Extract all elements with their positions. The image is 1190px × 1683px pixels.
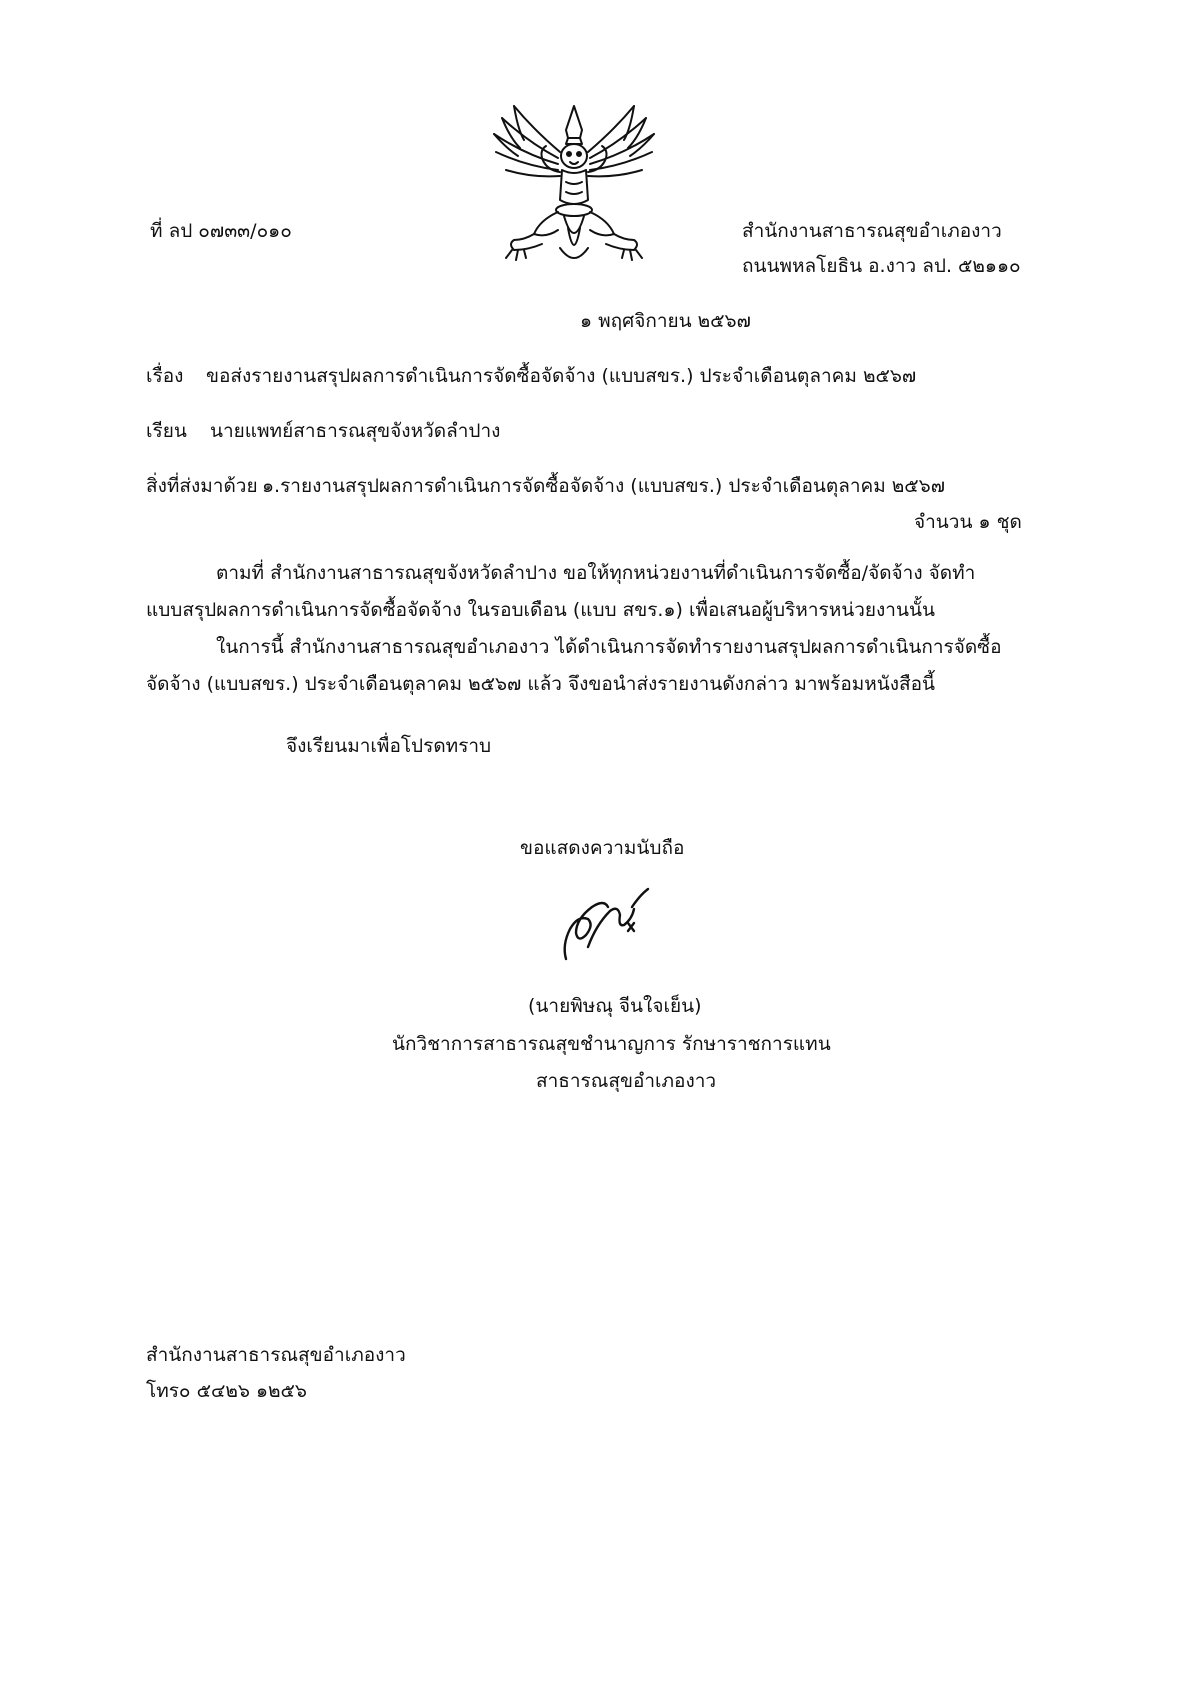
signer-position: นักวิชาการสาธารณสุขชำนาญการ รักษาราชการแทน (392, 1033, 831, 1055)
office-name: สำนักงานสาธารณสุขอำเภองาว (742, 220, 1002, 242)
letter-date: ๑ พฤศจิกายน ๒๕๖๗ (580, 310, 751, 332)
footer-office: สำนักงานสาธารณสุขอำเภองาว (146, 1344, 406, 1366)
body-line-4: จัดจ้าง (แบบสขร.) ประจำเดือนตุลาคม ๒๕๖๗ แล้ว จึงขอนำส่งรายงานดังกล่าว มาพร้อมหนังสือนี้ (146, 673, 936, 695)
signer-position-2: สาธารณสุขอำเภองาว (536, 1070, 717, 1092)
body-line-1: ตามที่ สำนักงานสาธารณสุขจังหวัดลำปาง ขอให้ทุกหน่วยงานที่ดำเนินการจัดซื้อ/จัดจ้าง จัดทำ (216, 562, 976, 584)
recipient-text: นายแพทย์สาธารณสุขจังหวัดลำปาง (210, 420, 501, 442)
recipient-label: เรียน (146, 420, 187, 442)
footer-phone: โทร๐ ๕๔๒๖ ๑๒๕๖ (146, 1380, 307, 1402)
reference-number: ที่ ลป ๐๗๓๓/๐๑๐ (150, 220, 292, 242)
enclosure-label: สิ่งที่ส่งมาด้วย (146, 475, 258, 497)
enclosure-quantity: จำนวน ๑ ชุด (914, 511, 1022, 533)
subject-label: เรื่อง (146, 365, 184, 387)
signer-name: (นายพิษณุ จีนใจเย็น) (528, 995, 702, 1017)
enclosure-text: ๑.รายงานสรุปผลการดำเนินการจัดซื้อจัดจ้าง (แบบสขร.) ประจำเดือนตุลาคม ๒๕๖๗ (262, 475, 946, 497)
body-line-3: ในการนี้ สำนักงานสาธารณสุขอำเภองาว ได้ดำเนินการจัดทำรายงานสรุปผลการดำเนินการจัดซื้อ (216, 636, 1002, 658)
subject-text: ขอส่งรายงานสรุปผลการดำเนินการจัดซื้อจัดจ้าง (แบบสขร.) ประจำเดือนตุลาคม ๒๕๖๗ (206, 365, 917, 387)
closing-salutation: ขอแสดงความนับถือ (520, 837, 685, 859)
office-address: ถนนพหลโยธิน อ.งาว ลป. ๕๒๑๑๐ (742, 255, 1021, 277)
body-line-2: แบบสรุปผลการดำเนินการจัดซื้อจัดจ้าง ในรอบเดือน (แบบ สขร.๑) เพื่อเสนอผู้บริหารหน่วยงานนั้น (146, 599, 935, 621)
closing-request: จึงเรียนมาเพื่อโปรดทราบ (286, 735, 492, 757)
handwritten-signature-icon (548, 885, 658, 963)
garuda-emblem-icon (484, 100, 664, 270)
